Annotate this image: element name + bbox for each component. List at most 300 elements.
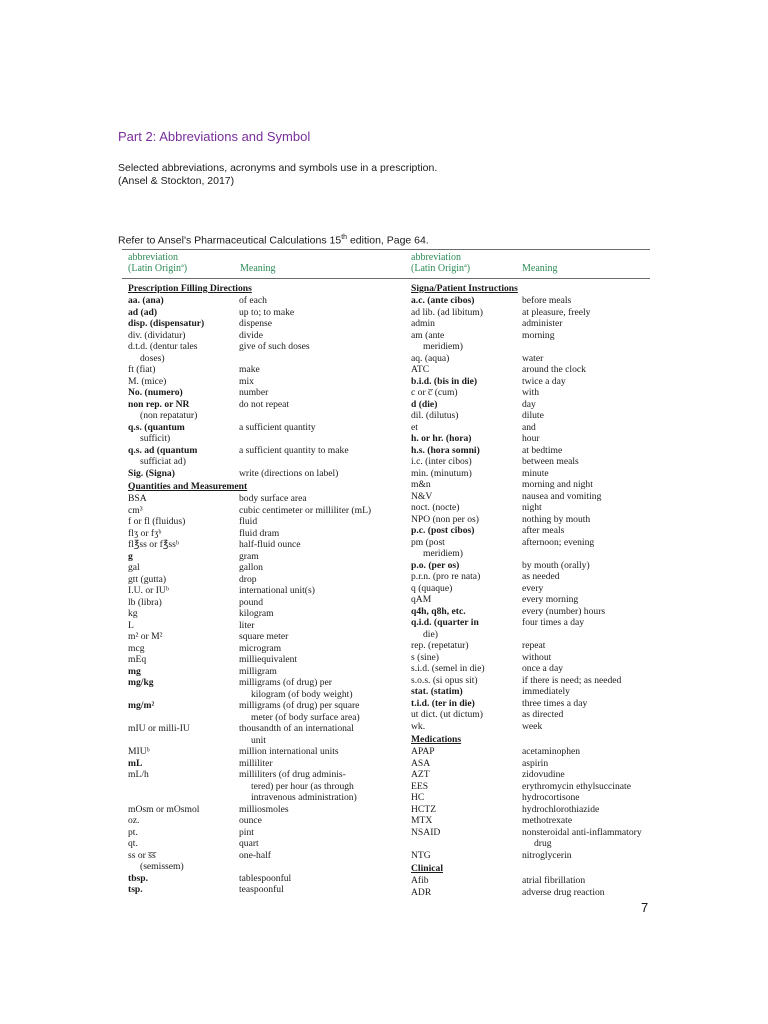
abbreviation-row <box>411 652 651 664</box>
abbreviation-term: NPO (non per os) <box>411 513 479 525</box>
abbreviation-term: die) <box>423 628 438 640</box>
abbreviation-meaning: of each <box>239 295 267 306</box>
abbreviation-term: t.i.d. (ter in die) <box>411 697 475 709</box>
abbreviation-term: b.i.d. (bis in die) <box>411 375 478 387</box>
abbreviation-meaning: divide <box>239 329 263 341</box>
abbreviation-row <box>411 887 651 899</box>
reference-line <box>118 234 429 247</box>
abbreviation-meaning: every morning <box>522 594 579 605</box>
abbreviation-row <box>411 514 651 526</box>
abbreviation-meaning: liter <box>239 619 255 631</box>
abbreviation-term: g <box>128 550 133 562</box>
abbreviation-meaning: between meals <box>522 456 579 467</box>
abbreviation-row <box>128 433 390 445</box>
abbreviation-meaning <box>251 433 390 445</box>
abbreviation-meaning: square meter <box>239 631 289 642</box>
abbreviation-term: cm³ <box>128 504 143 516</box>
section-heading: Prescription Filling Directions <box>128 283 252 294</box>
abbreviation-meaning: administer <box>522 318 563 329</box>
abbreviation-meaning: zidovudine <box>522 769 565 780</box>
abbreviation-row <box>128 295 390 307</box>
abbreviation-meaning: methotrexate <box>522 815 573 826</box>
abbreviation-row <box>128 307 390 319</box>
abbreviation-term: s.i.d. (semel in die) <box>411 663 485 674</box>
abbreviation-term: sufficiat ad) <box>140 456 186 467</box>
abbreviation-term <box>128 781 239 793</box>
abbreviation-term: oz. <box>128 815 140 826</box>
abbreviation-row <box>411 804 651 816</box>
abbreviation-row <box>128 528 390 540</box>
abbreviation-term <box>128 689 239 701</box>
page-number: 7 <box>641 900 649 915</box>
abbreviation-meaning: before meals <box>522 295 572 306</box>
abbreviation-meaning: quart <box>239 838 259 849</box>
abbreviation-meaning: water <box>522 352 544 364</box>
header-latin-origin-label: (Latin Originª) <box>128 263 188 274</box>
abbreviation-meaning: by mouth (orally) <box>522 559 590 571</box>
abbreviation-term: ad (ad) <box>128 306 158 318</box>
abbreviation-row <box>128 758 390 770</box>
abbreviation-meaning: teaspoonful <box>239 884 284 895</box>
abbreviation-meaning: milliliters (of drug adminis- <box>239 769 346 780</box>
abbreviation-term: No. (numero) <box>128 387 183 398</box>
abbreviation-row <box>411 548 651 560</box>
abbreviation-row <box>411 781 651 793</box>
abbreviation-term: wk. <box>411 720 426 732</box>
abbreviation-term: meridiem) <box>423 548 463 559</box>
abbreviation-term: aq. (aqua) <box>411 352 450 364</box>
abbreviation-term: meridiem) <box>423 341 463 352</box>
abbreviation-row <box>128 364 390 376</box>
left-header-meaning: Meaning <box>240 263 276 274</box>
abbreviation-meaning: kilogram (of body weight) <box>251 688 353 700</box>
abbreviation-meaning: nothing by mouth <box>522 513 591 525</box>
abbreviation-term: pt. <box>128 826 138 838</box>
abbreviation-meaning: milligrams (of drug) per square <box>239 700 360 711</box>
abbreviation-row <box>128 712 390 724</box>
abbreviation-meaning: repeat <box>522 640 546 651</box>
abbreviation-term: ATC <box>411 364 430 375</box>
abbreviation-term: lb (libra) <box>128 596 162 608</box>
abbreviation-row <box>411 815 651 827</box>
abbreviation-meaning: million international units <box>239 746 339 757</box>
abbreviation-term: et <box>411 421 418 433</box>
abbreviation-meaning <box>251 861 390 873</box>
abbreviation-term: mOsm or mOsmol <box>128 803 200 815</box>
abbreviation-row <box>128 700 390 712</box>
abbreviation-meaning: cubic centimeter or milliliter (mL) <box>239 504 372 516</box>
abbreviation-term: q.s. (quantum <box>128 421 185 433</box>
abbreviation-meaning: up to; to make <box>239 306 295 318</box>
abbreviation-term <box>128 792 239 804</box>
abbreviation-meaning: hydrochlorothiazide <box>522 803 600 815</box>
abbreviation-term: mEq <box>128 654 147 665</box>
abbreviation-term: mg <box>128 665 141 677</box>
abbreviation-term: pm (post <box>411 536 445 548</box>
abbreviation-meaning: at pleasure, freely <box>522 306 591 318</box>
abbreviation-row <box>128 516 390 528</box>
abbreviation-row <box>128 746 390 758</box>
abbreviation-meaning: hydrocortisone <box>522 792 580 803</box>
abbreviation-term: ss or s̅s̅ <box>128 849 156 861</box>
abbreviation-term: BSA <box>128 493 147 504</box>
abbreviation-row <box>411 769 651 781</box>
abbreviation-term: q.s. ad (quantum <box>128 444 198 456</box>
abbreviation-term: tsp. <box>128 884 143 895</box>
abbreviation-meaning <box>251 410 390 422</box>
abbreviation-meaning: dilute <box>522 410 544 421</box>
abbreviation-term: dil. (dilutus) <box>411 410 459 421</box>
abbreviation-row <box>411 838 651 850</box>
abbreviation-row <box>411 606 651 618</box>
abbreviation-row <box>128 574 390 586</box>
abbreviation-meaning: kilogram <box>239 608 274 619</box>
abbreviation-row <box>411 698 651 710</box>
left-header-abbreviation <box>128 252 187 274</box>
abbreviation-row <box>128 631 390 643</box>
abbreviation-term: p.c. (post cibos) <box>411 525 475 536</box>
abbreviation-row <box>128 654 390 666</box>
abbreviation-term: d.t.d. (dentur tales <box>128 341 198 352</box>
abbreviation-meaning: every <box>522 582 544 594</box>
left-column <box>128 281 390 896</box>
abbreviation-row <box>411 456 651 468</box>
abbreviation-term: m² or M² <box>128 631 163 642</box>
abbreviation-meaning: aspirin <box>522 757 549 769</box>
abbreviation-row <box>411 560 651 572</box>
abbreviation-term: q (quaque) <box>411 582 453 594</box>
abbreviation-meaning: hour <box>522 433 540 444</box>
abbreviation-row <box>128 861 390 873</box>
reference-text: Refer to Ansel's Pharmaceutical Calculations 15 <box>118 234 342 247</box>
abbreviation-meaning: milligrams (of drug) per <box>239 677 332 688</box>
table-header-rule <box>122 278 650 279</box>
abbreviation-row <box>128 505 390 517</box>
abbreviation-term: a.c. (ante cibos) <box>411 295 475 306</box>
reference-text-end: edition, Page 64. <box>347 234 429 247</box>
abbreviation-row <box>128 445 390 457</box>
abbreviation-term: mcg <box>128 642 145 654</box>
abbreviation-meaning: erythromycin ethylsuccinate <box>522 780 631 792</box>
abbreviation-meaning: every (number) hours <box>522 605 606 617</box>
abbreviation-row <box>411 376 651 388</box>
abbreviation-term: NSAID <box>411 826 441 838</box>
abbreviation-row <box>128 410 390 422</box>
abbreviation-meaning: milliosmoles <box>239 803 289 815</box>
abbreviation-meaning: minute <box>522 467 549 479</box>
abbreviation-row <box>411 758 651 770</box>
abbreviation-meaning: drug <box>534 838 552 849</box>
abbreviation-meaning: microgram <box>239 642 282 654</box>
abbreviation-term: Afib <box>411 875 429 886</box>
abbreviation-row <box>411 364 651 376</box>
table-top-rule <box>122 249 650 250</box>
abbreviation-term: m&n <box>411 479 431 490</box>
abbreviation-meaning: body surface area <box>239 493 307 504</box>
abbreviation-meaning: a sufficient quantity <box>239 421 316 433</box>
abbreviation-term: disp. (dispensatur) <box>128 318 205 329</box>
abbreviation-row <box>128 562 390 574</box>
abbreviation-row <box>128 827 390 839</box>
abbreviation-meaning: and <box>522 421 536 433</box>
abbreviation-row <box>411 479 651 491</box>
abbreviation-meaning: milliequivalent <box>239 654 298 665</box>
abbreviation-meaning: half-fluid ounce <box>239 539 301 550</box>
abbreviation-meaning: morning and night <box>522 479 593 490</box>
abbreviation-term: qt. <box>128 838 138 849</box>
abbreviation-term: mg/kg <box>128 677 154 688</box>
abbreviation-row <box>411 663 651 675</box>
abbreviation-row <box>128 341 390 353</box>
abbreviation-row <box>411 399 651 411</box>
abbreviation-row <box>411 353 651 365</box>
abbreviation-row <box>128 689 390 701</box>
abbreviation-meaning: number <box>239 387 269 398</box>
abbreviation-term: tbsp. <box>128 872 148 884</box>
abbreviation-term: N&V <box>411 490 433 502</box>
abbreviation-meaning: tablespoonful <box>239 872 292 884</box>
abbreviation-meaning: fluid dram <box>239 527 280 539</box>
abbreviation-meaning: unit <box>251 734 266 746</box>
abbreviation-row <box>128 493 390 505</box>
abbreviation-term: div. (dividatur) <box>128 329 186 341</box>
abbreviation-row <box>411 792 651 804</box>
abbreviation-meaning: adverse drug reaction <box>522 886 605 898</box>
abbreviation-term: ad lib. (ad libitum) <box>411 306 483 318</box>
abbreviation-meaning: night <box>522 502 542 513</box>
abbreviation-meaning: do not repeat <box>239 398 290 410</box>
abbreviation-meaning: twice a day <box>522 375 566 387</box>
abbreviation-row <box>128 353 390 365</box>
abbreviation-meaning: fluid <box>239 516 258 527</box>
abbreviation-row <box>411 583 651 595</box>
abbreviation-row <box>411 341 651 353</box>
section-heading: Signa/Patient Instructions <box>411 283 518 294</box>
abbreviation-meaning: ounce <box>239 815 262 826</box>
abbreviation-term: f or fl (fluidus) <box>128 516 186 527</box>
abbreviation-meaning: milligram <box>239 665 277 677</box>
abbreviation-row <box>411 594 651 606</box>
abbreviation-meaning: at bedtime <box>522 444 563 456</box>
abbreviation-row <box>128 620 390 632</box>
abbreviation-row <box>128 838 390 850</box>
abbreviation-row <box>128 387 390 399</box>
intro-line-2: (Ansel & Stockton, 2017) <box>118 175 235 187</box>
abbreviation-term: i.c. (inter cibos) <box>411 456 472 467</box>
abbreviation-term: min. (minutum) <box>411 467 472 479</box>
abbreviation-term: (non repatatur) <box>140 410 198 421</box>
abbreviation-meaning: day <box>522 398 536 410</box>
abbreviation-term: gtt (gutta) <box>128 573 167 585</box>
header-latin-origin-label: (Latin Originª) <box>411 263 471 274</box>
abbreviation-row <box>128 666 390 678</box>
abbreviation-meaning: after meals <box>522 525 565 536</box>
abbreviation-meaning: four times a day <box>522 617 585 628</box>
abbreviation-row <box>411 307 651 319</box>
abbreviation-row <box>128 597 390 609</box>
abbreviation-row <box>128 551 390 563</box>
right-column <box>411 281 651 898</box>
abbreviation-term: Sig. (Signa) <box>128 467 175 479</box>
abbreviation-term: APAP <box>411 746 435 757</box>
part-title: Part 2: Abbreviations and Symbol <box>118 129 311 144</box>
abbreviation-meaning: dispense <box>239 318 273 329</box>
abbreviation-term: d (die) <box>411 398 438 410</box>
abbreviation-term: p.r.n. (pro re nata) <box>411 571 481 582</box>
abbreviation-row <box>411 686 651 698</box>
abbreviation-row <box>411 433 651 445</box>
abbreviation-term: aa. (ana) <box>128 295 164 306</box>
abbreviation-meaning: make <box>239 364 260 375</box>
abbreviation-row <box>128 539 390 551</box>
abbreviation-row <box>128 884 390 896</box>
abbreviation-term: s (sine) <box>411 651 439 663</box>
abbreviation-meaning: meter (of body surface area) <box>251 711 360 723</box>
abbreviation-row <box>128 330 390 342</box>
abbreviation-meaning: without <box>522 651 552 663</box>
abbreviation-term: ut dict. (ut dictum) <box>411 709 483 720</box>
section-heading: Clinical <box>411 863 443 874</box>
abbreviation-term: rep. (repetatur) <box>411 640 469 651</box>
abbreviation-meaning: pint <box>239 826 254 838</box>
abbreviation-row <box>411 468 651 480</box>
abbreviation-meaning <box>534 629 651 641</box>
abbreviation-term: AZT <box>411 769 430 780</box>
abbreviation-meaning: drop <box>239 573 257 585</box>
abbreviation-meaning: with <box>522 387 540 398</box>
abbreviation-term: s.o.s. (si opus sit) <box>411 674 478 686</box>
right-header-abbreviation <box>411 252 470 274</box>
abbreviation-row <box>128 643 390 655</box>
abbreviation-row <box>411 537 651 549</box>
abbreviation-term: admin <box>411 318 435 329</box>
abbreviation-meaning: thousandth of an international <box>239 723 354 734</box>
abbreviation-meaning: immediately <box>522 686 570 697</box>
abbreviation-meaning: gram <box>239 550 259 562</box>
abbreviation-row <box>411 709 651 721</box>
abbreviation-row <box>128 735 390 747</box>
abbreviation-term: h. or hr. (hora) <box>411 433 472 444</box>
abbreviation-row <box>128 792 390 804</box>
abbreviation-term: kg <box>128 608 138 619</box>
abbreviation-row <box>128 318 390 330</box>
abbreviation-meaning: give of such doses <box>239 341 310 352</box>
abbreviation-term <box>128 735 239 747</box>
abbreviation-term: qAM <box>411 594 432 605</box>
abbreviation-row <box>411 571 651 583</box>
abbreviation-row <box>411 675 651 687</box>
section-heading: Quantities and Measurement <box>128 481 248 492</box>
abbreviation-row <box>128 456 390 468</box>
abbreviation-term: I.U. or IUᵇ <box>128 585 169 596</box>
abbreviation-meaning <box>251 353 390 365</box>
abbreviation-row <box>411 387 651 399</box>
abbreviation-term: am (ante <box>411 329 445 341</box>
abbreviation-meaning: as needed <box>522 571 560 582</box>
abbreviation-row <box>411 850 651 862</box>
abbreviation-meaning: acetaminophen <box>522 746 581 757</box>
abbreviation-meaning: mix <box>239 375 254 387</box>
abbreviation-row <box>411 330 651 342</box>
abbreviation-meaning: around the clock <box>522 364 586 375</box>
abbreviation-term: non rep. or NR <box>128 398 190 410</box>
abbreviation-term: ASA <box>411 757 431 769</box>
abbreviation-term: L <box>128 619 134 631</box>
abbreviation-row <box>128 468 390 480</box>
abbreviation-term: MIUᵇ <box>128 746 150 757</box>
abbreviation-meaning: if there is need; as needed <box>522 674 622 686</box>
abbreviation-term: flʒ or fʒᵇ <box>128 527 162 539</box>
header-abbreviation-label: abbreviation <box>128 252 178 263</box>
abbreviation-meaning: write (directions on label) <box>239 467 339 479</box>
abbreviation-term: q.i.d. (quarter in <box>411 617 479 628</box>
abbreviation-term: sufficit) <box>140 433 171 444</box>
abbreviation-row <box>411 827 651 839</box>
abbreviation-term: NTG <box>411 849 431 861</box>
right-header-meaning: Meaning <box>522 263 558 274</box>
abbreviation-row <box>411 746 651 758</box>
abbreviation-meaning: pound <box>239 596 263 608</box>
abbreviation-meaning: three times a day <box>522 697 588 709</box>
abbreviation-row <box>128 376 390 388</box>
abbreviation-term: q4h, q8h, etc. <box>411 605 466 617</box>
abbreviation-meaning: atrial fibrillation <box>522 875 586 886</box>
abbreviation-term: stat. (statim) <box>411 686 463 697</box>
abbreviation-row <box>411 640 651 652</box>
abbreviation-row <box>128 850 390 862</box>
abbreviation-row <box>411 629 651 641</box>
abbreviation-meaning: international unit(s) <box>239 585 315 596</box>
abbreviation-term: p.o. (per os) <box>411 559 460 571</box>
abbreviation-meaning <box>251 456 390 468</box>
abbreviation-row <box>128 781 390 793</box>
abbreviation-row <box>411 445 651 457</box>
abbreviation-row <box>411 875 651 887</box>
abbreviation-row <box>128 769 390 781</box>
abbreviation-term: ADR <box>411 886 432 898</box>
abbreviation-term: mL <box>128 757 143 769</box>
intro-text <box>118 162 437 188</box>
abbreviation-term: mL/h <box>128 769 149 780</box>
abbreviation-term: noct. (nocte) <box>411 502 460 513</box>
abbreviation-row <box>128 873 390 885</box>
abbreviation-meaning: once a day <box>522 663 564 674</box>
abbreviation-meaning: intravenous administration) <box>251 792 357 803</box>
abbreviation-term: EES <box>411 780 429 792</box>
abbreviation-term: mg/m² <box>128 700 155 711</box>
abbreviation-row <box>128 815 390 827</box>
abbreviation-meaning: one-half <box>239 849 271 861</box>
abbreviation-term <box>411 838 522 850</box>
abbreviation-row <box>411 295 651 307</box>
abbreviation-term: h.s. (hora somni) <box>411 444 480 456</box>
abbreviation-term: fl℥ss or f℥ssᵇ <box>128 539 179 550</box>
abbreviation-row <box>411 525 651 537</box>
abbreviation-term: doses) <box>140 352 165 364</box>
abbreviation-term: HCTZ <box>411 803 437 815</box>
abbreviation-row <box>128 804 390 816</box>
header-abbreviation-label: abbreviation <box>411 252 461 263</box>
abbreviation-row <box>411 491 651 503</box>
abbreviation-term: (semissem) <box>140 861 184 872</box>
abbreviation-meaning: week <box>522 720 543 732</box>
abbreviation-meaning <box>534 548 651 560</box>
abbreviation-row <box>128 422 390 434</box>
abbreviation-meaning: nonsteroidal anti-inflammatory <box>522 826 642 838</box>
abbreviation-term: ft (fiat) <box>128 364 156 375</box>
abbreviation-meaning: a sufficient quantity to make <box>239 444 349 456</box>
abbreviation-term: gal <box>128 562 140 573</box>
